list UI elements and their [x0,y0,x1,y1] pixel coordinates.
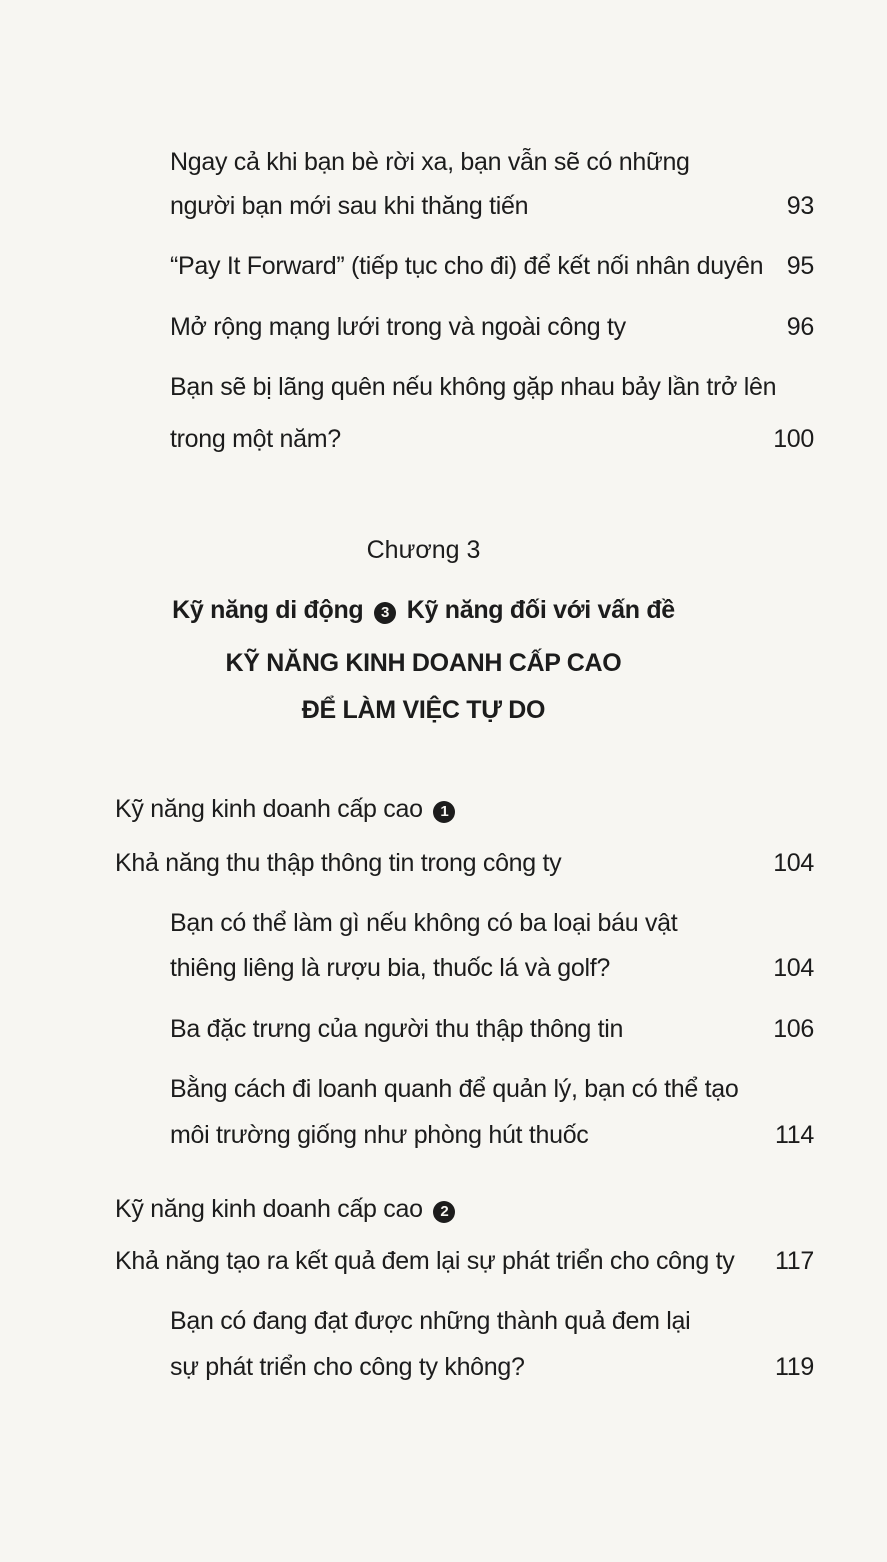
toc-entry-line: Ngay cả khi bạn bè rời xa, bạn vẫn sẽ có những [170,148,690,176]
toc-entry-line: “Pay It Forward” (tiếp tục cho đi) để kết nối nhân duyên [170,252,764,280]
toc-entry-line: thiêng liêng là rượu bia, thuốc lá và golf? [170,954,610,982]
chapter-subtitle [0,590,867,630]
toc-entry-line: trong một năm? [170,425,341,453]
toc-entry-line: môi trường giống như phòng hút thuốc [170,1121,589,1149]
chapter-label: Chương 3 [366,536,481,564]
toc-entry-line: Ba đặc trưng của người thu thập thông tin [170,1015,624,1043]
chapter-subtitle-before: Kỹ năng di động [172,596,364,624]
toc-entry-line: Mở rộng mạng lưới trong và ngoài công ty [170,313,626,341]
toc-entry-line: Bằng cách đi loanh quanh để quản lý, bạn có thể tạo [170,1075,739,1103]
toc-page-number: 119 [775,1353,814,1381]
section-heading [115,1186,459,1232]
numbered-bullet-icon: 1 [433,801,455,823]
chapter-title-line1: KỸ NĂNG KINH DOANH CẤP CAO [225,649,622,677]
toc-entry-line: Bạn sẽ bị lãng quên nếu không gặp nhau bảy lần trở lên [170,373,777,401]
toc-entry-line: sự phát triển cho công ty không? [170,1353,525,1381]
chapter-subtitle-after: Kỹ năng đối với vấn đề [406,596,675,624]
toc-page-number: 100 [773,425,814,453]
toc-page-number: 95 [786,252,814,280]
toc-page-number: 96 [786,313,814,341]
toc-page-number: 117 [775,1247,814,1275]
toc-page-number: 93 [786,192,814,220]
section-heading [115,786,459,832]
section-heading-text: Kỹ năng kinh doanh cấp cao [115,1195,423,1223]
numbered-bullet-icon: 3 [374,602,396,624]
section-main-entry: Khả năng thu thập thông tin trong công ty [115,849,562,877]
toc-page-number: 114 [775,1121,814,1149]
section-heading-text: Kỹ năng kinh doanh cấp cao [115,795,423,823]
toc-entry-line: Bạn có đang đạt được những thành quả đem lại [170,1307,691,1335]
toc-entry-line: người bạn mới sau khi thăng tiến [170,192,529,220]
numbered-bullet-icon: 2 [433,1201,455,1223]
toc-page-number: 106 [773,1015,814,1043]
toc-page-number: 104 [773,954,814,982]
section-main-entry: Khả năng tạo ra kết quả đem lại sự phát triển cho công ty [115,1247,735,1275]
toc-entry-line: Bạn có thể làm gì nếu không có ba loại báu vật [170,909,678,937]
toc-page-number: 104 [773,849,814,877]
chapter-title-line2: ĐỂ LÀM VIỆC TỰ DO [301,696,546,724]
